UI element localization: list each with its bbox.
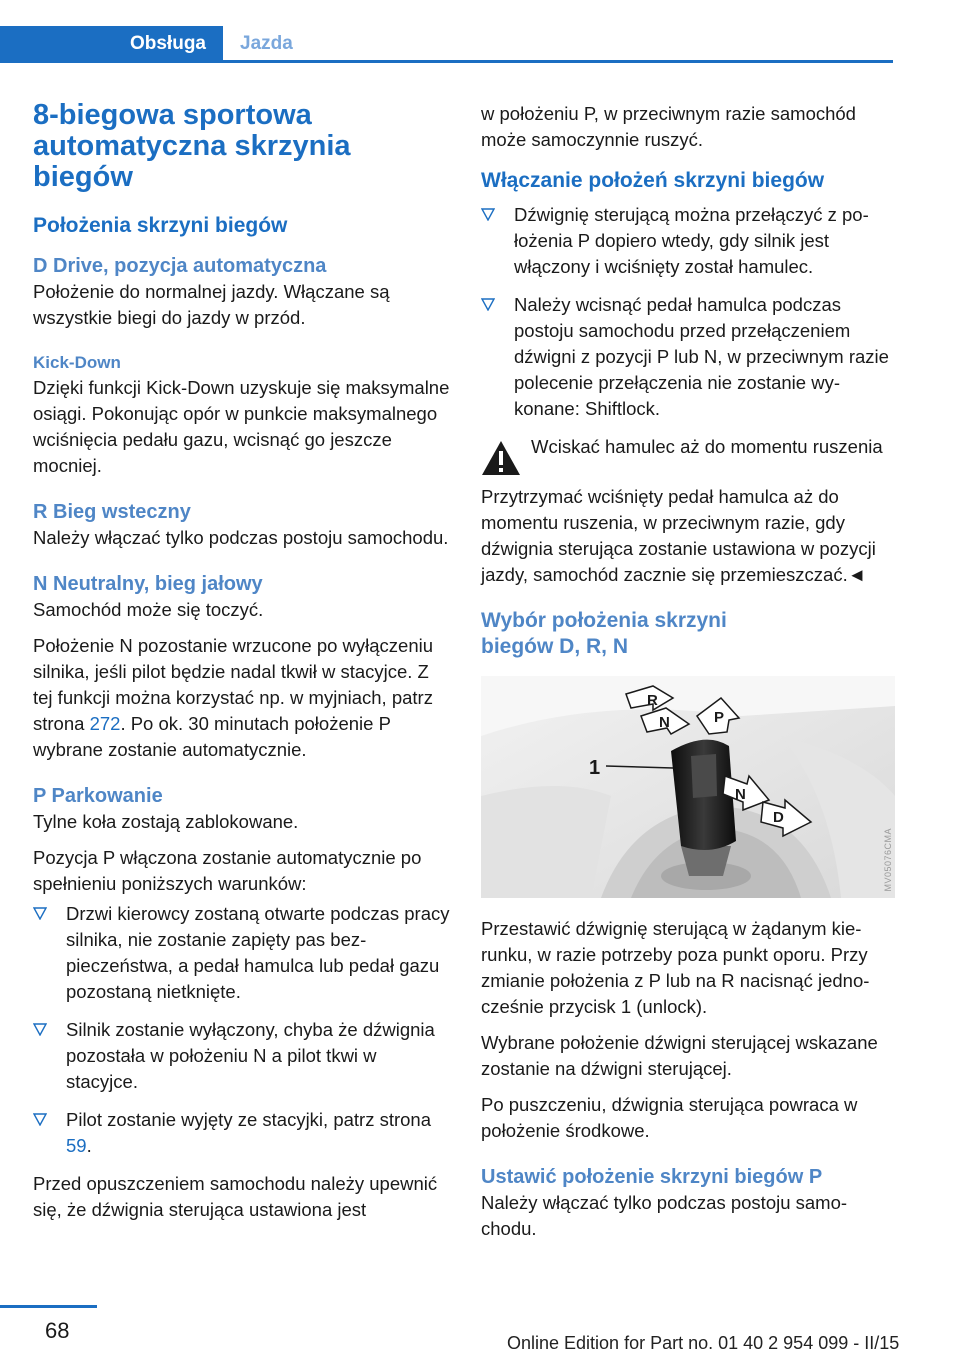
label-d: D [773, 809, 784, 826]
text-neutral-1: Samochód może się toczyć. [33, 599, 264, 620]
heading-select: Wybór położenia skrzyni biegów D, R, N [481, 609, 727, 658]
text-select-2: Wybrane położenie dźwigni sterującej wskazane zostanie na dźwigni sterującej. [481, 1032, 878, 1079]
warning-triangle-icon [481, 440, 521, 476]
tab-jazda[interactable]: Jazda [240, 32, 293, 54]
gear-selector-illustration [481, 676, 895, 898]
left-column [33, 100, 453, 1223]
list-item-text: Silnik zostanie wyłączony, chyba że dźwignia pozostała w położeniu N a pilot tkwi w stacyjce. [66, 1019, 435, 1092]
triangle-bullet-icon [33, 1112, 47, 1126]
triangle-bullet-icon [481, 297, 495, 311]
heading-neutral: N Neutralny, bieg jałowy [33, 573, 263, 595]
text-neutral-2 [33, 633, 453, 763]
text-fragment: . [86, 1135, 92, 1156]
list-item-text [66, 1109, 431, 1156]
page-header [0, 0, 960, 64]
tab-obsluga[interactable]: Obsługa [0, 26, 223, 61]
park-conditions-list [33, 901, 453, 1159]
list-item [33, 1107, 453, 1159]
text-park-1: Tylne koła zostają zablokowane. [33, 811, 299, 832]
text-fragment: Położenie N pozostanie wrzucone po wyłączeniu silnika, jeśli pilot będzie nadal tkwił w stacyjce. Z tej funkcji można korzystać np. w myjniach, patrz strona [33, 635, 434, 734]
heading-reverse: R Bieg wsteczny [33, 501, 191, 523]
footer-divider [0, 1305, 97, 1308]
triangle-bullet-icon [33, 1022, 47, 1036]
text-select-3: Po puszczeniu, dźwignia sterująca powraca w położenie środkowe. [481, 1094, 858, 1141]
label-r: R [647, 692, 658, 709]
text-drive: Położenie do normalnej jazdy. Włączane są wszystkie biegi do jazdy w przód. [33, 281, 390, 328]
label-1: 1 [589, 757, 601, 779]
warning-title: Wciskać hamulec aż do momentu ruszenia [531, 436, 883, 457]
text-park-3: Przed opuszczeniem samochodu należy upewnić się, że dźwignia sterująca ustawiona jest [33, 1173, 438, 1220]
text-continued: w położeniu P, w przeciwnym razie samochód może samoczynnie ruszyć. [481, 103, 856, 150]
gear-selector-figure [481, 676, 895, 898]
list-item-text: Drzwi kierowcy zostaną otwarte podczas pracy silnika, nie zostanie zapięty pas bezpieczeństwa, a pedał hamulca lub pedał gazu pozostaną nietknięte. [66, 903, 450, 1002]
list-item [481, 202, 895, 280]
header-divider [0, 60, 893, 63]
heading-drive: D Drive, pozycja automatyczna [33, 255, 327, 277]
text-select-1: Przestawić dźwignię sterującą w żądanym kierunku, w razie potrzeby poza punkt oporu. Przy zmianie położenia z P lub na R nacisnąć jednocześnie przycisk 1 (unlock). [481, 918, 870, 1017]
triangle-bullet-icon [33, 906, 47, 920]
text-park-set: Należy włączać tylko podczas postoju samochodu. [481, 1192, 848, 1239]
text-reverse: Należy włączać tylko podczas postoju samochodu. [33, 527, 449, 548]
list-item [33, 1017, 453, 1095]
page-link-272[interactable]: 272 [89, 713, 121, 734]
page-link-59[interactable]: 59 [66, 1135, 87, 1156]
warning-box [481, 434, 895, 482]
list-item-text: Dźwignię sterującą można przełączyć z położenia P dopiero wtedy, gdy silnik jest włączony i wciśnięty został hamulec. [514, 204, 869, 277]
heading-park-set: Ustawić położenie skrzyni biegów P [481, 1166, 823, 1188]
figure-code: MV05076CMA [883, 828, 893, 892]
page-title: 8-biegowa sportowa automatyczna skrzynia biegów [33, 99, 351, 193]
footer-edition: Online Edition for Part no. 01 40 2 954 099 - II/15 [507, 1333, 900, 1353]
heading-park: P Parkowanie [33, 785, 163, 807]
text-kickdown: Dzięki funkcji Kick-Down uzyskuje się maksymalne osiągi. Pokonując opór w punkcie maksymalnego wciśnięcia pedału gazu, wcisnąć go jeszcze mocniej. [33, 377, 450, 476]
text-park-2: Pozycja P włączona zostanie automatycznie po spełnieniu poniższych warunków: [33, 847, 422, 894]
list-item-text: Należy wcisnąć pedał hamulca podczas postoju samochodu przed przełączeniem dźwigni z pozycji P lub N, w przeciwnym razie polecenie przełączenia nie zostanie wykonane: Shiftlock. [514, 294, 889, 419]
heading-engage: Włączanie położeń skrzyni biegów [481, 169, 825, 192]
heading-kickdown: Kick-Down [33, 353, 121, 372]
text-fragment: Pilot zostanie wyjęty ze stacyjki, patrz strona [66, 1109, 432, 1130]
label-p: P [714, 709, 725, 726]
label-n-bottom: N [735, 786, 746, 803]
page-number: 68 [45, 1318, 70, 1343]
section-heading-positions: Położenia skrzyni biegów [33, 214, 288, 237]
text-fragment: . Po ok. 30 minutach położenie P wybrane zostanie automatycznie. [33, 713, 391, 760]
engage-list [481, 202, 895, 422]
triangle-bullet-icon [481, 207, 495, 221]
label-n-top: N [659, 714, 670, 731]
right-column [481, 101, 895, 1242]
list-item [481, 292, 895, 422]
warning-text: Przytrzymać wciśnięty pedał hamulca aż do momentu ruszenia, w przeciwnym razie, gdy dźwignia sterująca zostanie ustawiona w pozycji jazdy, samochód zacznie się przemieszczać.◄ [481, 486, 876, 585]
list-item [33, 901, 453, 1005]
